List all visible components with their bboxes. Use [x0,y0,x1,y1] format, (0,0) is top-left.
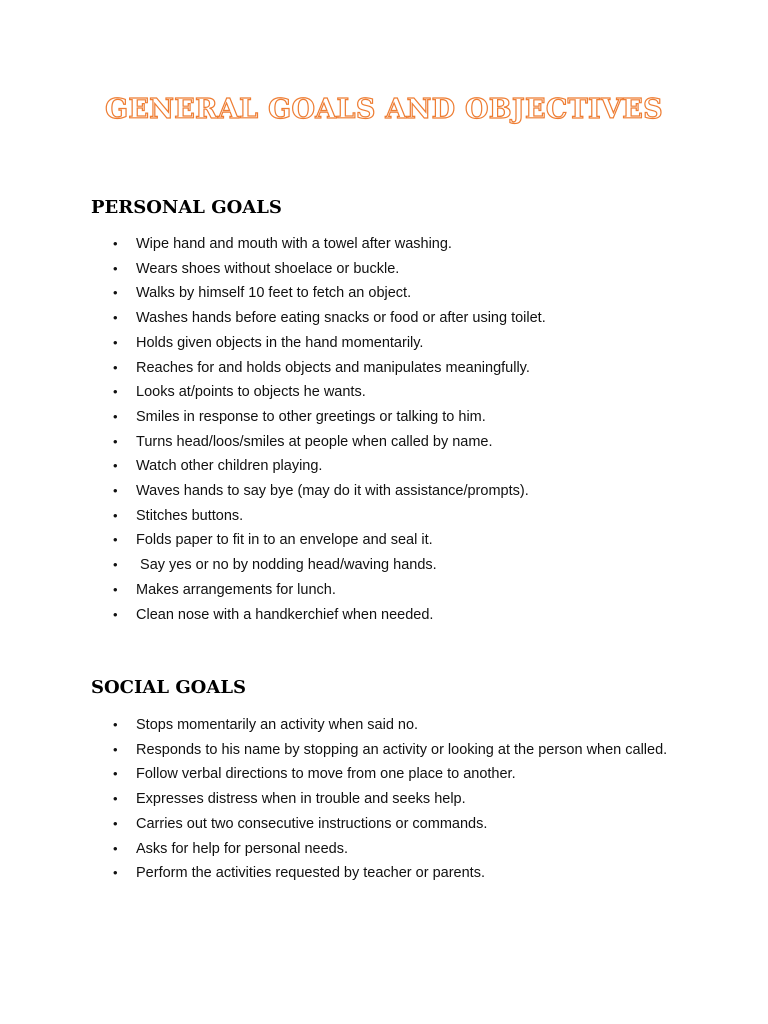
list-item [0,762,768,787]
goal-text: Walks by himself 10 feet to fetch an object. [136,285,412,302]
bullet-icon: • [113,334,118,350]
goal-text: Turns head/loos/smiles at people when called by name. [136,433,493,450]
list-item [0,787,768,812]
goal-text: Reaches for and holds objects and manipulates meaningfully. [136,359,530,376]
bullet-icon: • [113,483,118,499]
goal-text: Folds paper to fit in to an envelope and seal it. [136,532,433,549]
bullet-icon: • [113,766,118,782]
bullet-icon: • [113,815,118,831]
goal-text: Expresses distress when in trouble and seeks help. [136,791,466,808]
list-item [0,578,768,603]
bullet-icon: • [113,433,118,449]
goal-text: Say yes or no by nodding head/waving hands. [136,557,437,574]
bullet-icon: • [113,507,118,523]
list-item [0,331,768,356]
list-item [0,430,768,455]
goal-text: Waves hands to say bye (may do it with assistance/prompts). [136,483,529,500]
list-item [0,553,768,578]
bullet-icon: • [113,260,118,276]
list-item [0,356,768,381]
bullet-icon: • [113,532,118,548]
section-heading-social-goals: SOCIAL GOALS [91,677,246,698]
list-item [0,281,768,306]
list-item [0,812,768,837]
goal-text: Smiles in response to other greetings or talking to him. [136,408,486,425]
bullet-icon: • [113,384,118,400]
section-heading-personal-goals: PERSONAL GOALS [91,197,282,218]
bullet-icon: • [113,236,118,251]
bullet-icon: • [113,458,118,474]
goal-text: Stops momentarily an activity when said no. [136,717,419,733]
goal-text: Makes arrangements for lunch. [136,581,336,598]
bullet-icon: • [113,408,118,424]
goal-text: Follow verbal directions to move from one place to another. [136,766,516,783]
goal-text: Responds to his name by stopping an activity or looking at the person when called. [136,741,668,758]
goal-text: Washes hands before eating snacks or food or after using toilet. [136,310,546,327]
list-item [0,479,768,504]
list-item [0,405,768,430]
goal-text: Clean nose with a handkerchief when needed. [136,606,434,623]
bullet-icon: • [113,285,118,301]
document-title: GENERAL GOALS AND OBJECTIVES [105,94,663,125]
goal-text: Carries out two consecutive instructions or commands. [136,815,488,832]
goal-text: Watch other children playing. [136,458,323,475]
bullet-icon: • [113,791,118,807]
bullet-icon: • [113,557,118,573]
social-goals-list [0,713,768,886]
bullet-icon: • [113,865,118,881]
goal-text: Asks for help for personal needs. [136,840,348,857]
list-item [0,528,768,553]
bullet-icon: • [113,581,118,597]
list-item [0,454,768,479]
list-item [0,603,768,628]
list-item [0,232,768,257]
list-item [0,713,768,738]
bullet-icon: • [113,741,118,757]
list-item [0,861,768,886]
bullet-icon: • [113,717,118,732]
list-item [0,837,768,862]
list-item [0,504,768,529]
goal-text: Looks at/points to objects he wants. [136,384,366,401]
list-item [0,380,768,405]
goal-text: Perform the activities requested by teacher or parents. [136,865,485,882]
list-item [0,306,768,331]
bullet-icon: • [113,359,118,375]
goal-text: Holds given objects in the hand momentarily. [136,334,424,351]
goal-text: Wears shoes without shoelace or buckle. [136,260,400,277]
bullet-icon: • [113,310,118,326]
goal-text: Wipe hand and mouth with a towel after washing. [136,236,452,252]
personal-goals-list [0,232,768,627]
list-item [0,738,768,763]
bullet-icon: • [113,606,118,622]
bullet-icon: • [113,840,118,856]
goal-text: Stitches buttons. [136,507,244,524]
list-item [0,257,768,282]
